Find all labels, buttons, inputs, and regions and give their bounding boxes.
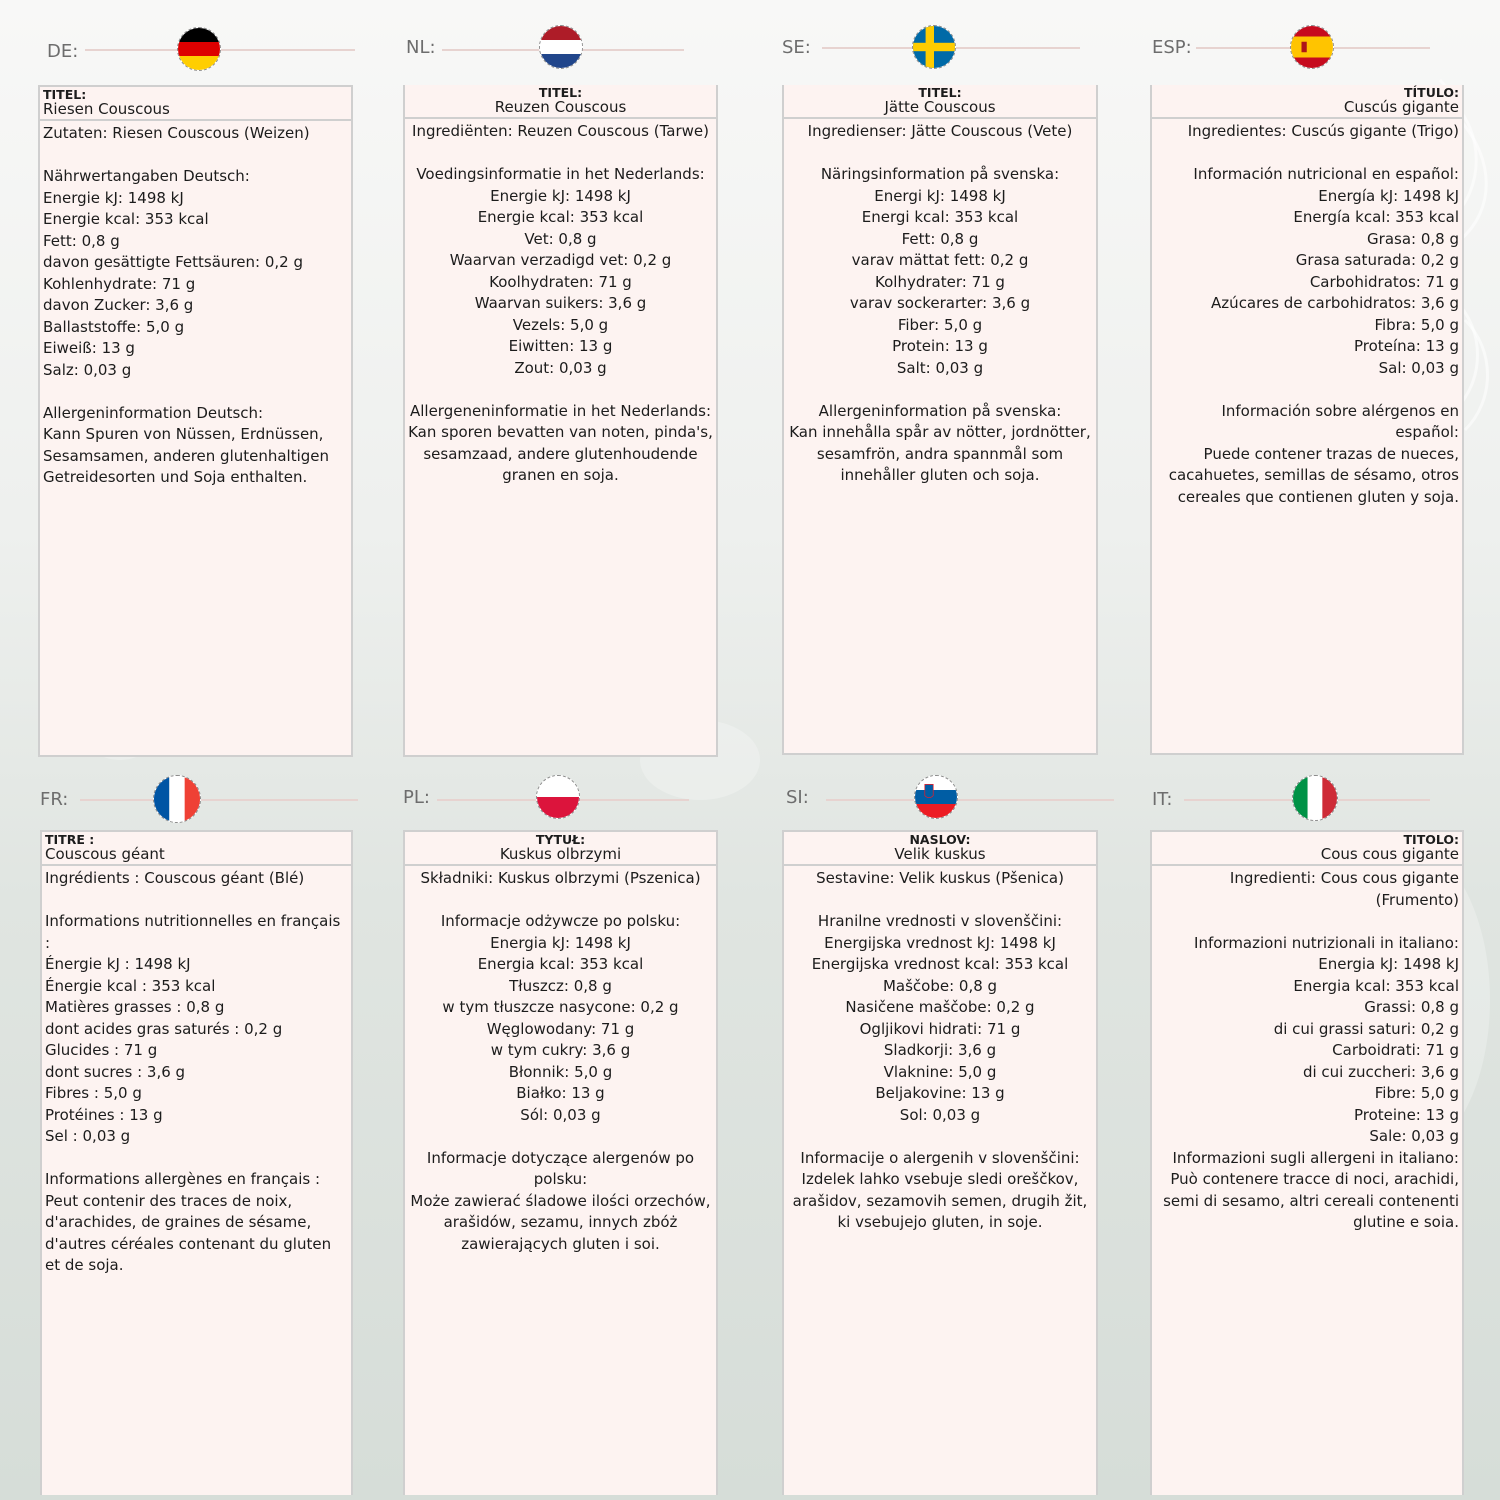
product-title: Cous cous gigante: [1320, 845, 1459, 863]
card-body: Ingrediënten: Reuzen Couscous (Tarwe) Voedingsinformatie in het Nederlands: Energie kJ: 1498 kJ Energie kcal: 353 kcal Vet: 0,8 g Waarvan verzadigd vet: 0,2 g Koolhydraten: 71 g Waarvan suikers: 3,6 g Vezels: 5,0 g Eiwitten: 13 g Zout: 0,03 g Allergeneninformatie in het Nederlands: Kan sporen bevatten van noten, pinda's, sesamzaad, andere glutenhoudende granen en soja.: [408, 122, 713, 484]
sweden-flag-icon: [912, 25, 956, 69]
card-body: Sestavine: Velik kuskus (Pšenica) Hranilne vrednosti v slovenščini: Energijska vrednost kJ: 1498 kJ Energijska vrednost kcal: 353 kcal Maščobe: 0,8 g Nasičene maščobe: 0,2 g Ogljikovi hidrati: 71 g Sladkorji: 3,6 g Vlaknine: 5,0 g Beljakovine: 13 g Sol: 0,03 g Informacije o alergenih v slovenščini: Izdelek lahko vsebuje sledi oreščkov, arašidov, sezamovih semen, drugih žit, ki vsebujejo gluten, in soje.: [792, 869, 1088, 1231]
card-fr: [40, 830, 353, 1495]
title-block: [1152, 85, 1462, 119]
country-code-si: SI:: [786, 787, 809, 808]
france-flag-icon: [153, 775, 201, 823]
header-si: [786, 775, 1116, 835]
header-de: [47, 25, 357, 85]
product-title: Jätte Couscous: [884, 98, 996, 116]
divider-line: [826, 799, 1114, 801]
product-title: Velik kuskus: [894, 845, 986, 863]
title-label: TÍTULO:: [1404, 85, 1459, 100]
spain-flag-icon: [1290, 25, 1334, 69]
product-title: Reuzen Couscous: [494, 98, 627, 116]
title-block: [405, 85, 716, 119]
card-body: Ingredientes: Cuscús gigante (Trigo) Información nutricional en español: Energía kJ: 1498 kJ Energía kcal: 353 kcal Grasa: 0,8 g Grasa saturada: 0,2 g Carbohidratos: 71 g Azúcares de carbohidratos: 3,6 g Fibra: 5,0 g Proteína: 13 g Sal: 0,03 g Información sobre alérgenos en español: Puede contener trazas de nueces, cacahuetes, semillas de sésamo, otros cereales que contienen gluten y soja.: [1168, 122, 1459, 506]
title-label: NASLOV:: [909, 832, 971, 847]
card-pl: [403, 830, 718, 1495]
title-label: TITEL:: [43, 87, 87, 102]
country-code-pl: PL:: [403, 787, 430, 808]
header-fr: [40, 775, 360, 835]
card-se: [782, 85, 1098, 755]
card-body: Zutaten: Riesen Couscous (Weizen) Nährwertangaben Deutsch: Energie kJ: 1498 kJ Energie kcal: 353 kcal Fett: 0,8 g davon gesättigte Fettsäuren: 0,2 g Kohlenhydrate: 71 g davon Zucker: 3,6 g Ballaststoffe: 5,0 g Eiweiß: 13 g Salz: 0,03 g Allergeninformation Deutsch: Kann Spuren von Nüssen, Erdnüssen, Sesamsamen, anderen glutenhaltigen Getreidesorten und Soja enthalten.: [43, 124, 330, 486]
country-code-it: IT:: [1152, 789, 1173, 810]
product-title: Couscous géant: [45, 845, 165, 863]
title-block: [784, 832, 1096, 866]
card-body: Składniki: Kuskus olbrzymi (Pszenica) Informacje odżywcze po polsku: Energia kJ: 1498 kJ Energia kcal: 353 kcal Tłuszcz: 0,8 g w tym tłuszcze nasycone: 0,2 g Węglowodany: 71 g w tym cukry: 3,6 g Błonnik: 5,0 g Białko: 13 g Sól: 0,03 g Informacje dotyczące alergenów po polsku: Może zawierać śladowe ilości orzechów, arašidów, sezamu, innych zbóż zawierających gluten i soi.: [410, 869, 711, 1253]
header-pl: [403, 775, 693, 835]
header-nl: [406, 25, 686, 85]
title-block: [42, 832, 351, 866]
title-label: TITOLO:: [1403, 832, 1459, 847]
netherlands-flag-icon: [539, 25, 583, 69]
title-block: [784, 85, 1096, 119]
title-label: TITEL:: [918, 85, 962, 100]
card-esp: [1150, 85, 1464, 755]
title-block: [405, 832, 716, 866]
card-nl: [403, 85, 718, 757]
product-title: Kuskus olbrzymi: [499, 845, 622, 863]
title-label: TITRE :: [45, 832, 95, 847]
country-code-se: SE:: [782, 37, 811, 58]
header-esp: [1152, 25, 1432, 85]
card-body: Ingrédients : Couscous géant (Blé) Informations nutritionnelles en français : Énergie kJ : 1498 kJ Énergie kcal : 353 kcal Matières grasses : 0,8 g dont acides gras saturés : 0,2 g Glucides : 71 g dont sucres : 3,6 g Fibres : 5,0 g Protéines : 13 g Sel : 0,03 g Informations allergènes en français : Peut contenir des traces de noix, d'arachides, de graines de sésame, d'autres céréales contenant du gluten et de soja.: [45, 869, 341, 1274]
card-de: [38, 85, 353, 757]
title-block: [1152, 832, 1462, 866]
card-si: [782, 830, 1098, 1495]
product-title: Cuscús gigante: [1343, 98, 1459, 116]
country-code-nl: NL:: [406, 37, 436, 58]
title-label: TITEL:: [538, 85, 583, 100]
title-block: [40, 87, 351, 121]
card-it: [1150, 830, 1464, 1495]
germany-flag-icon: [177, 27, 221, 71]
country-code-de: DE:: [47, 41, 79, 62]
poland-flag-icon: [536, 775, 580, 819]
title-label: TYTUŁ:: [535, 832, 586, 847]
slovenia-flag-icon: [914, 775, 958, 819]
italy-flag-icon: [1292, 775, 1338, 821]
country-code-fr: FR:: [40, 789, 69, 810]
header-it: [1152, 775, 1432, 835]
card-body: Ingredienser: Jätte Couscous (Vete) Näringsinformation på svenska: Energi kJ: 1498 kJ Energi kcal: 353 kcal Fett: 0,8 g varav mättat fett: 0,2 g Kolhydrater: 71 g varav sockerarter: 3,6 g Fiber: 5,0 g Protein: 13 g Salt: 0,03 g Allergeninformation på svenska: Kan innehålla spår av nötter, jordnötter, sesamfrön, andra spannmål som innehåller gluten och soja.: [789, 122, 1091, 484]
card-body: Ingredienti: Cous cous gigante (Frumento) Informazioni nutrizionali in italiano: Energia kJ: 1498 kJ Energia kcal: 353 kcal Grassi: 0,8 g di cui grassi saturi: 0,2 g Carboidrati: 71 g di cui zuccheri: 3,6 g Fibre: 5,0 g Proteine: 13 g Sale: 0,03 g Informazioni sugli allergeni in italiano: Può contenere tracce di noci, arachidi, semi di sesamo, altri cereali contenenti glutine e soia.: [1163, 869, 1459, 1231]
header-se: [782, 25, 1082, 85]
divider-line: [80, 799, 358, 801]
product-title: Riesen Couscous: [43, 100, 170, 118]
country-code-esp: ESP:: [1152, 37, 1192, 58]
